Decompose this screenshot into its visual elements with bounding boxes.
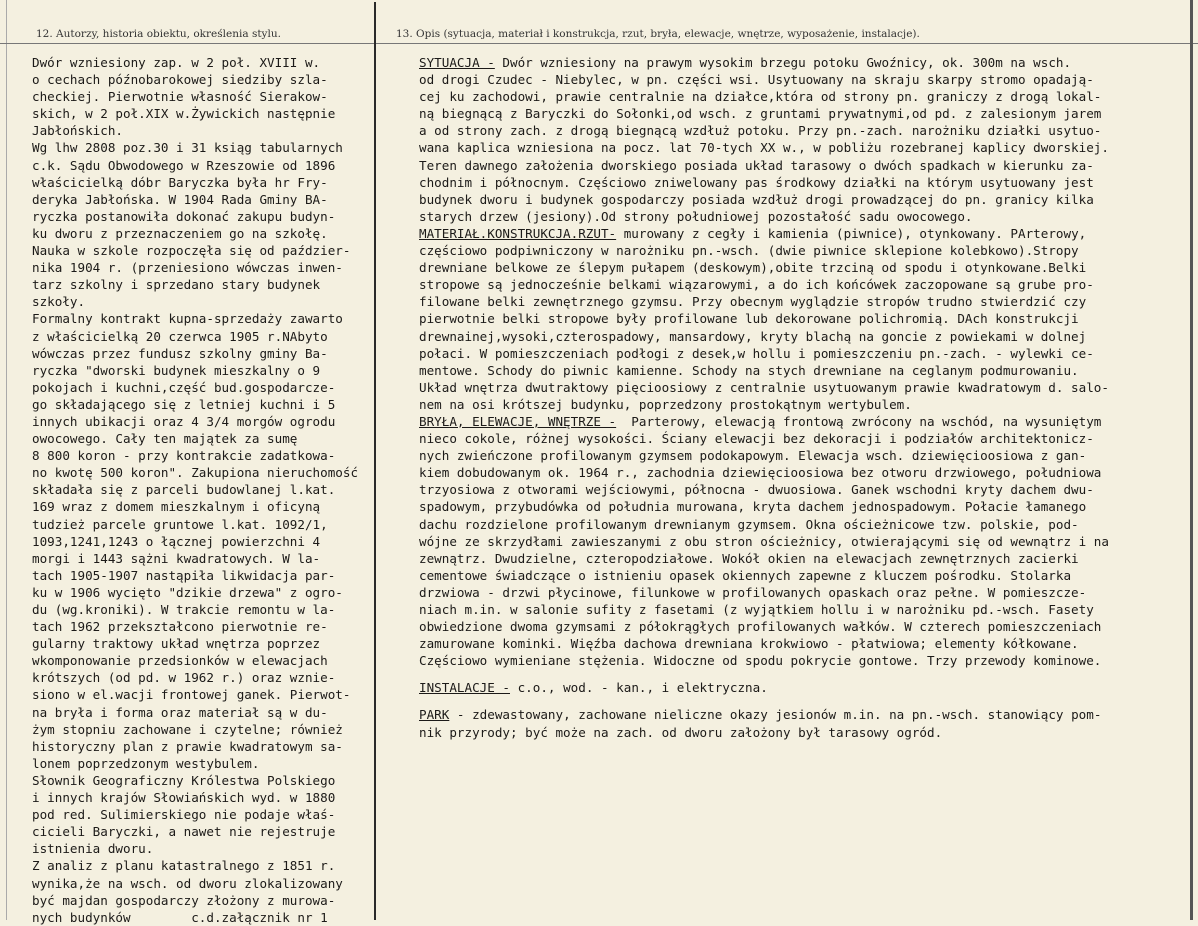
history-line: i innych krajów Słowiańskich wyd. w 1880 <box>32 790 336 806</box>
history-line: tarz szkolny i sprzedano stary budynek <box>32 277 321 293</box>
history-line: lonem poprzedzonym westybulem. <box>32 755 260 771</box>
history-line: Nauka w szkole rozpoczęła się od paździer- <box>32 243 351 259</box>
history-line: tach 1962 przekształcono pierwotnie re- <box>32 619 328 635</box>
line-text: Parterowy, elewacją frontową zwrócony na wschód, na wysuniętym <box>616 413 1102 429</box>
section-label: SYTUACJA - <box>419 55 495 70</box>
line-text: c.o., wod. - kan., i elektryczna. <box>510 680 768 696</box>
paragraph-gap <box>419 669 1184 679</box>
description-line <box>419 652 1184 669</box>
description-line <box>419 379 1184 396</box>
section-label: PARK <box>419 707 450 723</box>
history-line: morgi i 1443 sążni kwadratowych. W la- <box>32 550 321 566</box>
description-line <box>419 464 1184 481</box>
history-line: skich, w 2 poł.XIX w.Żywickich następnie <box>32 106 336 122</box>
line-text: budynek dworu i budynek gospodarczy posiada wzdłuż drogi prowadzącej do pn. granicy kilka <box>419 191 1094 207</box>
history-line: pokojach i kuchni,część bud.gospodarcze- <box>32 379 336 395</box>
history-line: Dwór wzniesiony zap. w 2 poł. XVIII w. <box>32 55 321 70</box>
description-line <box>419 481 1184 498</box>
history-line: pod red. Sulimierskiego nie podaje właś- <box>32 807 336 823</box>
description-line <box>419 533 1184 550</box>
history-line: du (wg.kroniki). W trakcie remontu w la- <box>32 602 336 617</box>
history-line: składała się z parceli budowlanej l.kat. <box>32 482 336 498</box>
history-line: o cechach późnobarokowej siedziby szla- <box>32 72 328 88</box>
history-line: Z analiz z planu katastralnego z 1851 r. <box>32 858 336 874</box>
line-text: drewniane belkowe ze ślepym pułapem (deskowym),obite trzciną od spodu i otynkowane.Belki <box>419 260 1087 276</box>
description-line <box>419 635 1184 652</box>
line-text: kiem dobudowanym ok. 1964 r., zachodnia dziewięcioosiowa bez otworu drzwiowego, południowa <box>419 465 1102 481</box>
history-line: wynika,że na wsch. od dworu zlokalizowany <box>32 875 343 891</box>
history-line: właścicielką dóbr Baryczka była hr Fry- <box>32 174 328 190</box>
description-line <box>419 276 1184 293</box>
right-edge-line <box>1190 0 1193 920</box>
description-line <box>419 174 1184 191</box>
line-text: obwiedzione dwoma gzymsami z półokrągłych profilowanych wałków. W czterech pomieszczeniach <box>419 619 1102 635</box>
line-text: nem na osi krótszej budynku, poprzedzony prostokątnym wertybulem. <box>419 396 912 412</box>
line-text: chodnim i północnym. Częściowo zniwelowany pas środkowy działki na którym usytuowany jest <box>419 174 1094 190</box>
history-line: ryczka postanowiła dokonać zakupu budyn- <box>32 208 336 224</box>
line-text: Układ wnętrza dwutraktowy pięcioosiowy z centralnie usytuowanym prawie kwadratowym d. salo- <box>419 379 1109 395</box>
description-line <box>419 584 1184 601</box>
history-column <box>32 54 374 926</box>
description-line <box>419 310 1184 327</box>
description-line <box>419 54 1184 71</box>
history-line: nych budynków c.d.załącznik nr 1 <box>32 909 328 925</box>
description-line <box>419 679 1184 696</box>
history-line: c.k. Sądu Obwodowego w Rzeszowie od 1896 <box>32 157 336 173</box>
history-line: nika 1904 r. (przeniesiono wówczas inwen- <box>32 260 343 276</box>
section-12-heading: 12. Autorzy, historia obiektu, określenia stylu. <box>36 28 281 40</box>
description-line <box>419 71 1184 88</box>
line-text: połaci. W pomieszczeniach podłogi z desek,w hollu i pomieszczeniu pn.-zach. - wylewki ce- <box>419 345 1094 361</box>
description-line <box>419 105 1184 122</box>
section-label: INSTALACJE - <box>419 680 510 696</box>
section-13-heading: 13. Opis (sytuacja, materiał i konstrukcja, rzut, bryła, elewacje, wnętrze, wyposażenie, instalacje). <box>396 28 920 40</box>
history-line: 169 wraz z domem mieszkalnym i oficyną <box>32 499 321 515</box>
line-text: od drogi Czudec - Niebylec, w pn. części wsi. Usytuowany na skraju skarpy stromo opadają- <box>419 72 1094 88</box>
line-text: wana kaplica wzniesiona na pocz. lat 70-tych XX w., w pobliżu rozebranej kaplicy dworskiej. <box>419 140 1109 156</box>
description-line <box>419 567 1184 584</box>
line-text: pierwotnie belki stropowe były profilowane lub dekorowane polichromią. DAch konstrukcji <box>419 311 1079 327</box>
line-text: drewnainej,wysoki,czterospadowy, mansardowy, kryty blachą na goncie z powiekami w dolnej <box>419 328 1087 344</box>
history-line: ku w 1906 wycięto "dzikie drzewa" z ogro- <box>32 584 343 600</box>
line-text: ną biegnącą z Baryczki do Sołonki,od wsch. z gruntami prywatnymi,od pd. z zalesionym jarem <box>419 106 1102 122</box>
line-text: częściowo podpiwniczony w narożniku pn.-wsch. (dwie piwnice sklepione kolebkowo).Stropy <box>419 243 1079 259</box>
line-text: Częściowo wymieniane stężenia. Widoczne od spodu pokrycie gontowe. Trzy przewody kominowe. <box>419 653 1102 669</box>
history-line: ryczka "dworski budynek mieszkalny o 9 <box>32 362 321 378</box>
description-line <box>419 259 1184 276</box>
description-line <box>419 225 1184 242</box>
line-text: Teren dawnego założenia dworskiego posiada układ tarasowy o dwóch spadkach w kierunku za- <box>419 157 1094 173</box>
paragraph-gap <box>419 696 1184 706</box>
line-text: spadowym, przybudówka od południa murowana, kryta dachem jednospadowym. Połacie łamanego <box>419 499 1087 515</box>
line-text: filowane belki zewnętrznego gzymsu. Przy obecnym wyglądzie stropów trudno stwierdzić czy <box>419 294 1087 310</box>
description-line <box>419 328 1184 345</box>
history-line: żym stopniu zachowane i czytelne; również <box>32 721 343 737</box>
description-line <box>419 706 1184 723</box>
line-text: Dwór wzniesiony na prawym wysokim brzegu potoku Gwoźnicy, ok. 300m na wsch. <box>494 55 1072 70</box>
history-line: ku dworu z przeznaczeniem go na szkołę. <box>32 225 328 241</box>
history-line: 8 800 koron - przy kontrakcie zadatkowa- <box>32 448 336 464</box>
line-text: murowany z cegły i kamienia (piwnice), otynkowany. PArterowy, <box>616 225 1087 241</box>
line-text: stropowe są jednocześnie belkami wiązarowymi, a do ich końcówek zaczopowane są grube pro- <box>419 277 1094 293</box>
history-line: checkiej. Pierwotnie własność Sierakow- <box>32 89 328 105</box>
description-line <box>419 618 1184 635</box>
section-label: BRYŁA, ELEWACJE, WNĘTRZE - <box>419 413 617 429</box>
description-column <box>419 54 1184 741</box>
description-line <box>419 139 1184 156</box>
history-line: cicieli Baryczki, a nawet nie rejestruje <box>32 824 336 840</box>
left-edge-line <box>6 0 7 920</box>
history-line: wówczas przez fundusz szkolny gminy Ba- <box>32 345 328 361</box>
section-label: MATERIAŁ.KONSTRUKCJA.RZUT- <box>419 225 617 241</box>
history-line: gularny traktowy układ wnętrza poprzez <box>32 636 321 652</box>
description-line <box>419 498 1184 515</box>
description-line <box>419 396 1184 413</box>
history-line: innych ubikacji oraz 4 3/4 morgów ogrodu <box>32 413 336 429</box>
line-text: wójne ze skrzydłami zawieszanymi z obu stron ościeżnicy, otwierającymi się od wewnątrz i na <box>419 533 1109 549</box>
description-line <box>419 724 1184 741</box>
description-line <box>419 345 1184 362</box>
history-line: wkomponowanie przedsionków w elewacjach <box>32 653 328 669</box>
description-line <box>419 413 1184 430</box>
line-text: nieco cokole, różnej wysokości. Ściany elewacji bez dekoracji i podziałów architektonicz- <box>419 431 1094 447</box>
history-line: Wg lhw 2808 poz.30 i 31 ksiąg tabularnych <box>32 140 343 156</box>
description-line <box>419 430 1184 447</box>
history-line: 1093,1241,1243 o łącznej powierzchni 4 <box>32 533 321 549</box>
history-line: być majdan gospodarczy złożony z murowa- <box>32 892 336 908</box>
description-line <box>419 550 1184 567</box>
description-line <box>419 601 1184 618</box>
description-line <box>419 88 1184 105</box>
history-line: tach 1905-1907 nastąpiła likwidacja par- <box>32 567 336 583</box>
history-line: siono w el.wacji frontowej ganek. Pierwot- <box>32 687 351 703</box>
history-line: deryka Jabłońska. W 1904 Rada Gminy BA- <box>32 191 328 207</box>
line-text: cej ku zachodowi, prawie centralnie na działce,która od strony pn. graniczy z drogą lokal- <box>419 89 1102 105</box>
line-text: dachu rozdzielone profilowanym drewnianym gzymsem. Okna ościeżnicowe tzw. polskie, pod- <box>419 516 1079 532</box>
line-text: mentowe. Schody do piwnic kamienne. Schody na stych drewniane na ceglanym podmurowaniu. <box>419 362 1079 378</box>
history-line: Słownik Geograficzny Królestwa Polskiego <box>32 772 336 788</box>
line-text: drzwiowa - drzwi płycinowe, filunkowe w profilowanych opaskach oraz pełne. W pomieszcze- <box>419 584 1087 600</box>
line-text: nik przyrody; być może na zach. od dworu założony był tarasowy ogród. <box>419 724 943 740</box>
line-text: niach m.in. w salonie sufity z fasetami (z wyjątkiem hollu i w narożniku pd.-wsch. Fasety <box>419 602 1094 617</box>
history-line: owocowego. Cały ten majątek za sumę <box>32 431 298 447</box>
description-line <box>419 191 1184 208</box>
header-rule <box>0 43 1198 44</box>
history-line: na bryła i forma oraz materiał są w du- <box>32 704 328 720</box>
description-line <box>419 516 1184 533</box>
history-line: szkoły. <box>32 294 86 310</box>
description-line <box>419 157 1184 174</box>
line-text: a od strony zach. z drogą biegnącą wzdłuż potoku. Przy pn.-zach. narożniku działki usytuo- <box>419 123 1102 139</box>
history-line: go składającego się z letniej kuchni i 5 <box>32 396 336 412</box>
history-line: Formalny kontrakt kupna-sprzedaży zawarto <box>32 311 343 327</box>
description-line <box>419 362 1184 379</box>
history-line: tudzież parcele gruntowe l.kat. 1092/1, <box>32 516 328 532</box>
description-line <box>419 122 1184 139</box>
description-line <box>419 293 1184 310</box>
line-text: - zdewastowany, zachowane nieliczne okazy jesionów m.in. na pn.-wsch. stanowiący pom- <box>449 707 1102 723</box>
description-line <box>419 242 1184 259</box>
line-text: cementowe świadczące o istnieniu opasek okiennych zapewne z kluczem pośrodku. Stolarka <box>419 567 1072 583</box>
description-line <box>419 447 1184 464</box>
history-line: historyczny plan z prawie kwadratowym sa- <box>32 738 343 754</box>
history-line: krótszych (od pd. w 1962 r.) oraz wznie- <box>32 670 336 686</box>
history-line: no kwotę 500 koron". Zakupiona nieruchomość <box>32 465 359 481</box>
history-line: Jabłońskich. <box>32 123 123 139</box>
line-text: trzyosiowa z otworami wejściowymi, północna - dwuosiowa. Ganek wschodni kryty dachem dwu- <box>419 482 1094 498</box>
line-text: nych zwieńczone profilowanym gzymsem podokapowym. Elewacja wsch. dziewięcioosiowa z gan- <box>419 448 1087 464</box>
column-divider <box>374 2 376 920</box>
history-line: istnienia dworu. <box>32 841 154 857</box>
line-text: zewnątrz. Dwudzielne, czteropodziałowe. Wokół okien na elewacjach zewnętrznych zacierki <box>419 550 1079 566</box>
line-text: starych drzew (jesiony).Od strony południowej pozostałość sadu owocowego. <box>419 208 973 224</box>
line-text: zamurowane kominki. Więźba dachowa drewniana krokwiowo - płatwiowa; elementy kółkowane. <box>419 636 1079 652</box>
description-line <box>419 208 1184 225</box>
history-line: z właścicielką 20 czerwca 1905 r.NAbyto <box>32 328 328 344</box>
